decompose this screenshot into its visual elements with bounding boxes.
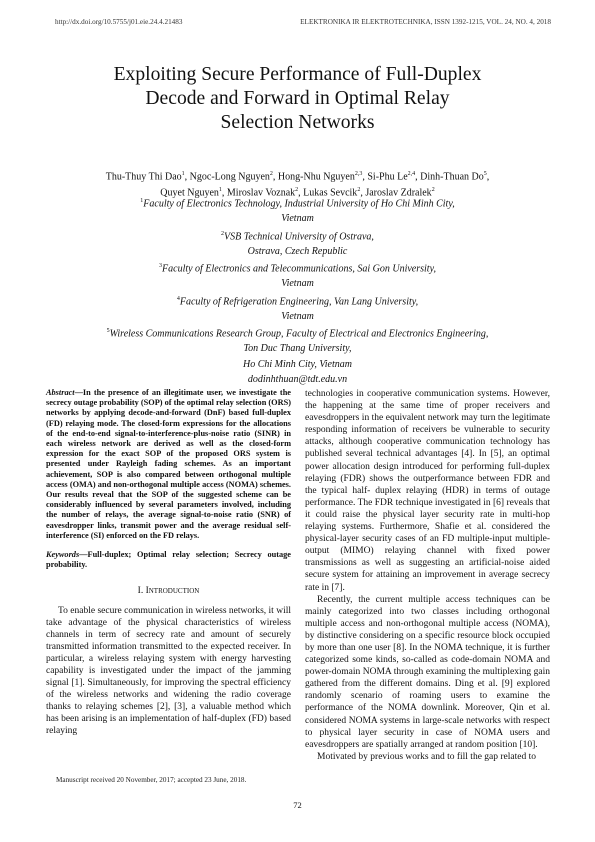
intro-paragraph: To enable secure communication in wireless networks, it will take advantage of the physical characteristics of wireless channels in term of secrecy rate and amount of securely transmitted information transmitted to the expected receiver. In particular, a wireless relaying system with energy harvesting capability is investigated under the impact of the jamming signal [1]. Simultaneously, for improving the spectral efficiency of the wireless networks and widening the radio coverage thanks to relaying schemes [2], [3], a valuable method which has been arising is an implementation of half-duplex (FD) based relaying [46,605,291,737]
affiliation-mark: 3 [159,263,163,270]
author-list: Thu-Thuy Thi Dao$^1$, Ngoc-Long Nguyen$^2$, Hong-Nhu Nguyen$^{2,3}$, Si-Phu Le$^{2,4}$, Dinh-Thuan Do$^5$, Quyet Nguyen$^1$, Miroslav Voznak$^2$, Lukas Sevcik$^2$, Jaroslav Zdralek$^2$ [105,171,490,199]
affiliation-line: Vietnam [281,278,314,290]
affiliation-line: $^2$VSB Technical University of Ostrava, [221,230,374,242]
affiliation-line: $^4$Faculty of Refrigeration Engineering, Van Lang University, [176,295,419,307]
keywords [46,550,291,570]
author-affiliation-mark: 2,4 [407,171,416,177]
abstract [46,388,291,541]
affiliation-line: $^3$Faculty of Electronics and Telecommunications, Sai Gon University, [159,263,436,275]
right-column [305,388,550,763]
affiliation-mark: 4 [176,295,180,302]
author-affiliation-mark: 5 [483,171,487,177]
author-affiliation-mark: 2 [295,186,299,193]
author-name: Lukas Sevcik [303,187,358,199]
title-line: Decode and Forward in Optimal Relay [145,88,450,109]
author-name: Dinh-Thuan Do [420,171,484,183]
author-name: Si-Phu Le [367,171,408,183]
keywords-text: —Full-duplex; Optimal relay selection; Secrecy outage probability. [46,550,291,570]
author-name: Jaroslav Zdralek [365,187,432,199]
affiliation-line: $^5$Wireless Communications Research Group, Faculty of Electrical and Electronics Engineering, [106,328,489,340]
author-affiliation-mark: 2 [431,186,435,193]
journal-header: ELEKTRONIKA IR ELEKTROTECHNIKA, ISSN 1392-1215, VOL. 24, NO. 4, 2018 [300,18,551,26]
title-line: Exploiting Secure Performance of Full-Duplex [113,64,482,85]
body-paragraph: technologies in cooperative communication systems. However, the happening at the same time of proper receivers and eavesdroppers in the equivalent network may turn the legitimate responding information of receivers be vulnerable to security attacks, although cooperative communication technology has published several technical advantages [4]. In [5], an optimal power allocation design introduced for performing full-duplex relaying (FDR) shows the outperformance between FDR and the typical half- duplex relaying (HDR) in terms of outage performance. The FDR technique investigated in [6] reveals that it could raise the physical layer security rate in multi-hop relaying systems. Furthermore, Shafie et al. considered the physical-layer security cases of an FD multiple-input multiple-output (MIMO) relaying channel with fixed power transmissions as well as suggesting an artificial-noise aided secure system for attaining an improvement in average secrecy rate in [7]. [305,389,550,593]
author-name: Thu-Thuy Thi Dao [105,171,182,183]
author-name: Miroslav Voznak [226,187,296,199]
author-name: Ngoc-Long Nguyen [189,171,270,183]
body-paragraph: Recently, the current multiple access techniques can be mainly categorized into two classes including orthogonal multiple access and non-orthogonal multiple access (NOMA), by distinctive considering on a specific resource block occupied by more than one user [8]. In the NOMA technique, it is further categorized some kinds, so-called as code-domain NOMA and power-domain NOMA through examining the multiplexing gain gathered from the different domains. Ding et al. [9] explored randomly scenario of roaming users to examine the performance of the NOMA downlink. Moreover, Qin et al. considered NOMA systems in large-scale networks with respect to physical layer security in case of NOMA users and eavesdroppers are spatially arranged at random position [10]. [305,594,550,750]
author-name: Hong-Nhu Nguyen [277,171,355,183]
affiliation-line: dodinhthuan@tdt.edu.vn [247,373,348,385]
author-affiliation-mark: 2 [357,186,361,193]
affiliation-mark: 5 [106,328,110,335]
doi-header: http://dx.doi.org/10.5755/j01.eie.24.4.21483 [55,18,183,26]
affiliation-line: Vietnam [281,310,314,322]
author-name: Quyet Nguyen [160,187,219,199]
keywords-label: Keywords [46,550,80,560]
page-number: 72 [293,800,302,810]
affiliation-mark: 1 [140,198,144,204]
author-affiliation-mark: 1 [218,186,222,193]
affiliation-line: Ostrava, Czech Republic [247,245,348,257]
author-affiliation-mark: 2,3 [354,171,363,177]
abstract-label: Abstract [46,388,75,397]
affiliation-line: Ton Duc Thang University, [243,343,352,355]
left-column [46,388,291,738]
affiliation-line: Ho Chi Minh City, Vietnam [243,358,352,370]
affiliation-line: $^1$Faculty of Electronics Technology, Industrial University of Ho Chi Minh City, [140,198,455,210]
paper-title [40,63,555,135]
body-paragraph: Motivated by previous works and to fill the gap related to [317,751,536,762]
affiliation-list [60,194,535,387]
author-affiliation-mark: 1 [181,171,185,177]
affiliation-mark: 2 [221,230,225,237]
author-affiliation-mark: 2 [269,171,273,177]
affiliation-line: Vietnam [281,213,314,225]
section-heading: I. Introduction [137,586,200,597]
abstract-text: —In the presence of an illegitimate user, we investigate the secrecy outage probability (SOP) of the optimal relay selection (ORS) networks by applying decode-and-forward (DnF) based full-duplex (FD) relaying mode. The closed-form expressions for the allocations of the end-to-end signal-to-interference-plus-noise ratio (SINR) in each wireless network are derived as well as the closed-form expression for the exact SOP of the proposed ORS system is presented under Rayleigh fading schemes. As an important achievement, SOP is also compared between orthogonal multiple access (OMA) and non-orthogonal multiple access (NOMA) schemes. Our results reveal that the SOP of the suggested scheme can be considerably influenced by several parameters involved, including the number of relays, the average signal-to-noise ratio (SNR) of eavesdropper links, transmit power and the average residual self-interference (SI) enforced on the FD relays. [46,388,291,540]
footnote: Manuscript received 20 November, 2017; accepted 23 June, 2018. [56,776,247,784]
title-line: Selection Networks [220,112,375,133]
